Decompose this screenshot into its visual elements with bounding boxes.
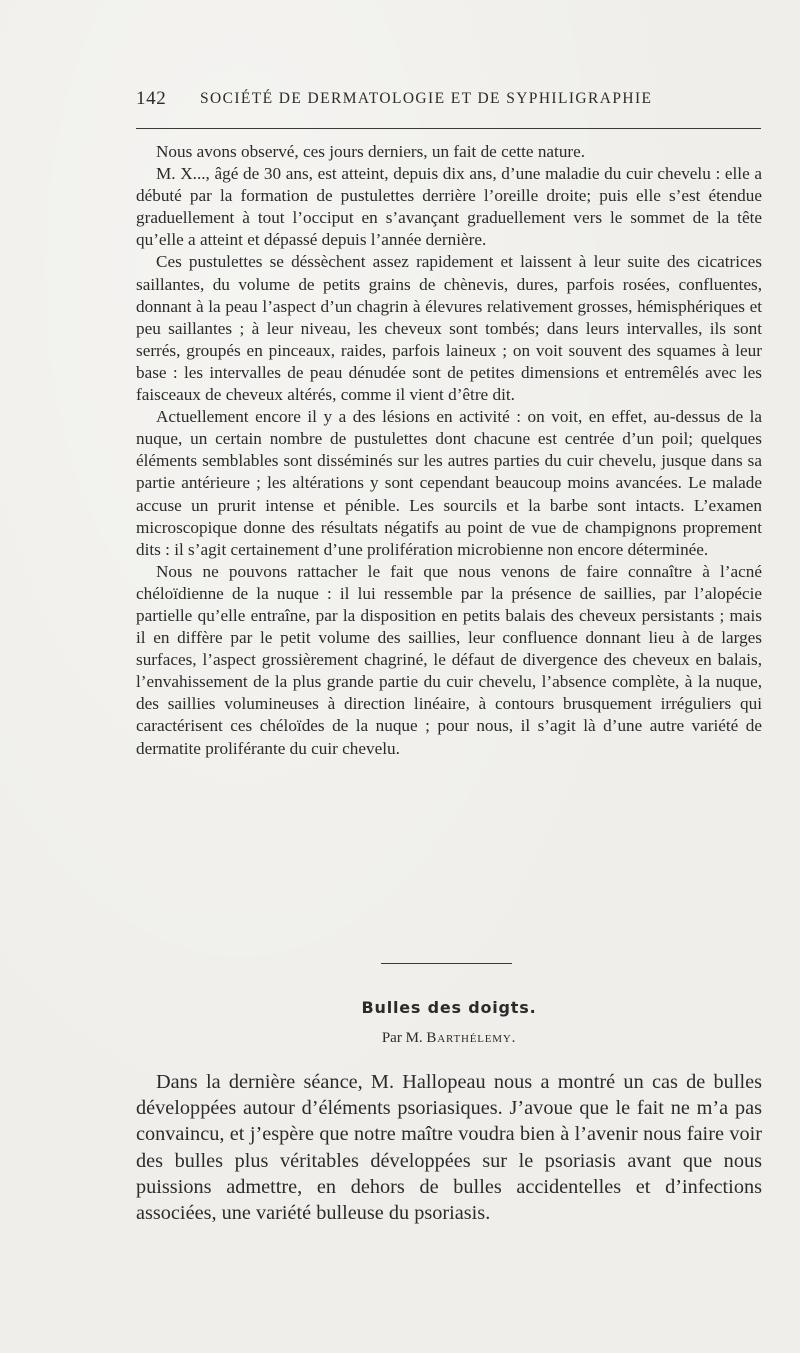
page-header xyxy=(136,88,762,118)
paragraph: Nous ne pouvons rattacher le fait que nous venons de faire connaître à l’acné chéloïdienne de la nuque : il lui ressemble par la présence de saillies, par l’alopécie partielle qu’elle entraîne, par la disposition en petits balais des cheveux persistants ; mais il en diffère par le petit volume des saillies, leur confluence donnant lieu à de larges surfaces, l’aspect grossièrement chagriné, le défaut de divergence des cheveux en balais, l’envahissement de la plus grande partie du cuir chevelu, l’absence complète, à la nuque, des saillies volumineuses à direction linéaire, à contours brusquement irréguliers qui caractérisent ces chéloïdes de la nuque ; pour nous, il s’agit là d’une autre variété de dermatite proliférante du cuir chevelu. xyxy=(136,561,762,758)
author-name: Barthélemy. xyxy=(426,1030,517,1046)
paragraph: Ces pustulettes se déssèchent assez rapidement et laissent à leur suite des cicatrices saillantes, du volume de petits grains de chènevis, dures, parfois rosées, confluentes, donnant à la peau l’aspect d’un chagrin à élevures relativement grosses, hémisphériques et peu saillantes ; à leur niveau, les cheveux sont tombés; dans leurs intervalles, ils sont serrés, groupés en pinceaux, raides, parfois laineux ; on voit souvent des squames à leur base : les intervalles de peau dénudée sont de petites dimensions et entremêlés avec les faisceaux de cheveux altérés, comme il vient d’être dit. xyxy=(136,252,762,405)
paragraph: M. X..., âgé de 30 ans, est atteint, depuis dix ans, d’une maladie du cuir chevelu : elle a débuté par la formation de pustulettes derrière l’oreille droite; puis elle s’est étendue graduellement à tout l’occiput en s’avançant graduellement vers le sommet de la tête qu’elle a atteint et dépassé depuis l’année dernière. xyxy=(136,164,762,250)
section-author xyxy=(136,1030,762,1047)
author-prefix: Par M. xyxy=(381,1030,423,1046)
article-body xyxy=(136,141,762,760)
page-number: 142 xyxy=(136,88,167,109)
paragraph: Nous avons observé, ces jours derniers, un fait de cette nature. xyxy=(156,142,586,161)
paragraph: Actuellement encore il y a des lésions en activité : on voit, en effet, au-dessus de la nuque, un certain nombre de pustulettes dont chacune est centrée d’un poil; quelques éléments semblables sont disséminés sur les autres parties du cuir chevelu, jusque dans sa partie antérieure ; les altérations y sont cependant beaucoup moins avancées. Le malade accuse un prurit intense et pénible. Les sourcils et la barbe sont intacts. L’examen microscopique donne des résultats négatifs au point de vue de champignons proprement dits : il s’agit certainement d’une prolifération microbienne non encore déterminée. xyxy=(136,407,762,559)
section-separator xyxy=(381,963,512,964)
section-title: Bulles des doigts. xyxy=(361,998,537,1017)
running-head: SOCIÉTÉ DE DERMATOLOGIE ET DE SYPHILIGRAPHIE xyxy=(200,90,653,107)
header-rule xyxy=(136,128,761,129)
paragraph: Dans la dernière séance, M. Hallopeau nous a montré un cas de bulles développées autour d’éléments psoriasiques. J’avoue que le fait ne m’a pas convaincu, et j’espère que notre maître voudra bien à l’avenir nous faire voir des bulles plus véritables développées sur le psoriasis avant que nous puissions admettre, en dehors de bulles accidentelles et d’infections associées, une variété bulleuse du psoriasis. xyxy=(136,1071,762,1225)
section-body xyxy=(136,1069,762,1226)
